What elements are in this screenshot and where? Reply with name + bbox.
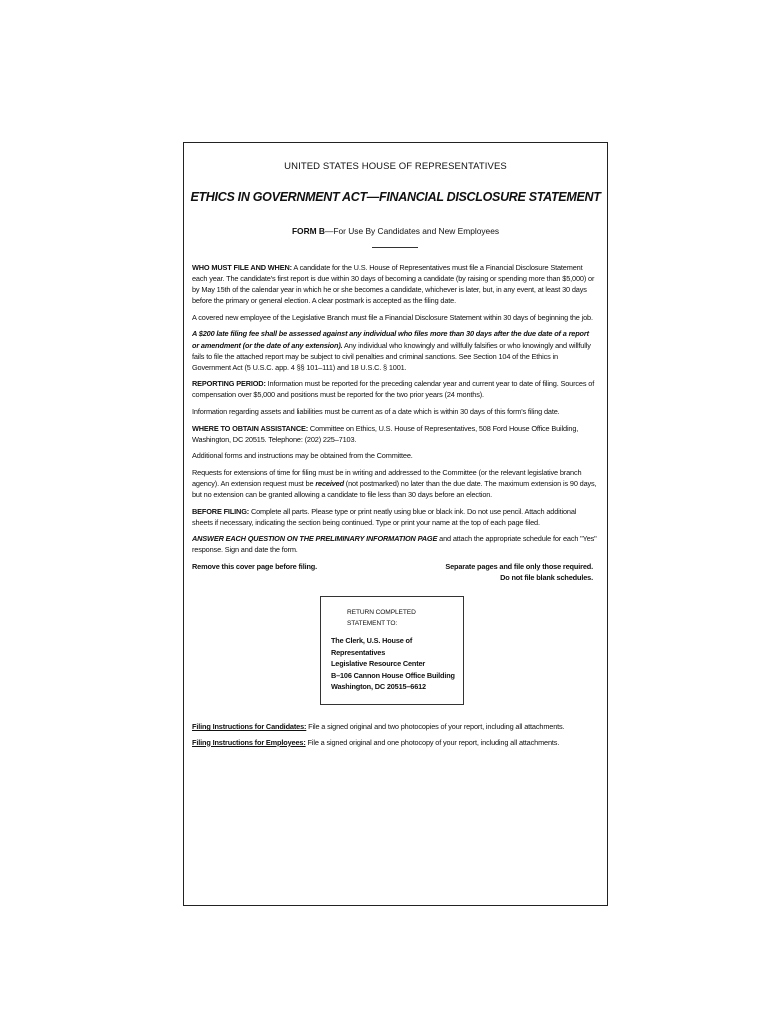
answer-text: and attach the appropriate schedule for each "Yes" response. Sign and date the form. xyxy=(192,534,597,555)
new-employee-paragraph: A covered new employee of the Legislative Branch must file a Financial Disclosure Statement within 30 days of beginning the job. xyxy=(192,312,593,322)
late-fee-paragraph xyxy=(192,328,597,372)
before-filing-heading: BEFORE FILING: xyxy=(192,506,250,516)
return-address-line2: Legislative Resource Center xyxy=(331,659,426,669)
reporting-period-paragraph xyxy=(192,378,597,400)
answer-paragraph xyxy=(192,533,597,555)
filing-candidates xyxy=(192,721,597,732)
assistance-text: Committee on Ethics, U.S. House of Representatives, 508 Ford House Office Building, Washington, DC 20515. Telephone: (202) 225–7103. xyxy=(192,423,579,444)
filing-instructions xyxy=(192,721,597,747)
filing-employees-text: File a signed original and one photocopy of your report, including all attachments. xyxy=(305,737,560,747)
separate-pages-line2: Do not file blank schedules. xyxy=(500,573,593,583)
separate-pages-note xyxy=(445,561,597,583)
before-filing-paragraph xyxy=(192,506,597,528)
additional-forms-paragraph: Additional forms and instructions may be obtained from the Committee. xyxy=(192,451,413,461)
filing-candidates-text: File a signed original and two photocopies of your report, including all attachments. xyxy=(306,722,565,732)
who-must-file-paragraph xyxy=(192,262,597,306)
assets-paragraph: Information regarding assets and liabilities must be current as of a date which is within 30 days of this form's filing date. xyxy=(192,407,560,417)
filing-employees-label: Filing Instructions for Employees: xyxy=(192,737,306,747)
filing-candidates-label: Filing Instructions for Candidates: xyxy=(192,722,307,732)
extension-received: received xyxy=(315,479,344,488)
return-address-header: RETURN COMPLETED STATEMENT TO: xyxy=(347,609,416,628)
separate-pages-line1: Separate pages and file only those required. xyxy=(445,562,593,572)
extension-text-b: (not postmarked) no later than the due date. The maximum extension is 90 days, but no extension can be granted allowing a candidate to file less than 30 days before an election. xyxy=(192,479,597,500)
reporting-period-heading: REPORTING PERIOD: xyxy=(192,379,266,389)
assistance-paragraph xyxy=(192,423,597,445)
form-subtitle xyxy=(184,226,607,236)
answer-heading: ANSWER EACH QUESTION ON THE PRELIMINARY INFORMATION PAGE xyxy=(192,534,438,544)
extension-paragraph xyxy=(192,467,597,500)
form-label: FORM B xyxy=(291,226,325,236)
return-address-line3: B–106 Cannon House Office Building xyxy=(331,670,455,680)
title-divider xyxy=(372,247,418,248)
return-address xyxy=(331,635,455,692)
form-description: —For Use By Candidates and New Employees xyxy=(324,226,500,236)
form-title: ETHICS IN GOVERNMENT ACT—FINANCIAL DISCLOSURE STATEMENT xyxy=(190,190,601,204)
filing-employees xyxy=(192,737,597,748)
who-must-file-heading: WHO MUST FILE AND WHEN: xyxy=(192,263,292,272)
return-address-box xyxy=(320,596,464,705)
who-must-file-text: A candidate for the U.S. House of Representatives must file a Financial Disclosure Statement each year. The candidate's first report is due within 30 days of becoming a candidate (by raising or spending more than $5,000) or by May 15th of the calendar year in which he or she becomes a candidate, whichever is later, but, in any event, at least 30 days before the primary or general election. A clear postmark is accepted as the filing date. xyxy=(192,263,595,306)
assistance-heading: WHERE TO OBTAIN ASSISTANCE: xyxy=(192,423,309,433)
return-address-line4: Washington, DC 20515–6612 xyxy=(331,682,426,692)
before-filing-text: Complete all parts. Please type or print neatly using blue or black ink. Do not use pencil. Attach additional sheets if necessary, indicating the section being continued. Type or print your name at the top of each page filed. xyxy=(192,506,577,527)
remove-cover-note: Remove this cover page before filing. xyxy=(192,562,318,572)
filing-notes-row xyxy=(192,561,597,583)
instructions-body xyxy=(192,262,597,752)
cover-page xyxy=(183,142,608,906)
return-address-line1: The Clerk, U.S. House of Representatives xyxy=(331,636,413,657)
reporting-period-text: Information must be reported for the preceding calendar year and current year to date of filing. Sources of compensation over $5,000 and positions must be reported for the two prior years (24 months). xyxy=(192,379,595,400)
late-fee-text: Any individual who knowingly and willfully falsifies or who knowingly and willfully fails to file the attached report may be subject to civil penalties and criminal sanctions. See Section 104 of the Ethics in Government Act (5 U.S.C. app. 4 §§ 101–111) and 18 U.S.C. § 1001. xyxy=(192,340,591,372)
extension-text-a: Requests for extensions of time for filing must be in writing and addressed to the Committee (or the relevant legislative branch agency). An extension request must be xyxy=(192,467,582,488)
agency-name: UNITED STATES HOUSE OF REPRESENTATIVES xyxy=(284,161,507,172)
late-fee-heading: A $200 late filing fee shall be assessed against any individual who files more than 30 days after the due date of a report or amendment (or the date of any extension). xyxy=(192,329,589,350)
